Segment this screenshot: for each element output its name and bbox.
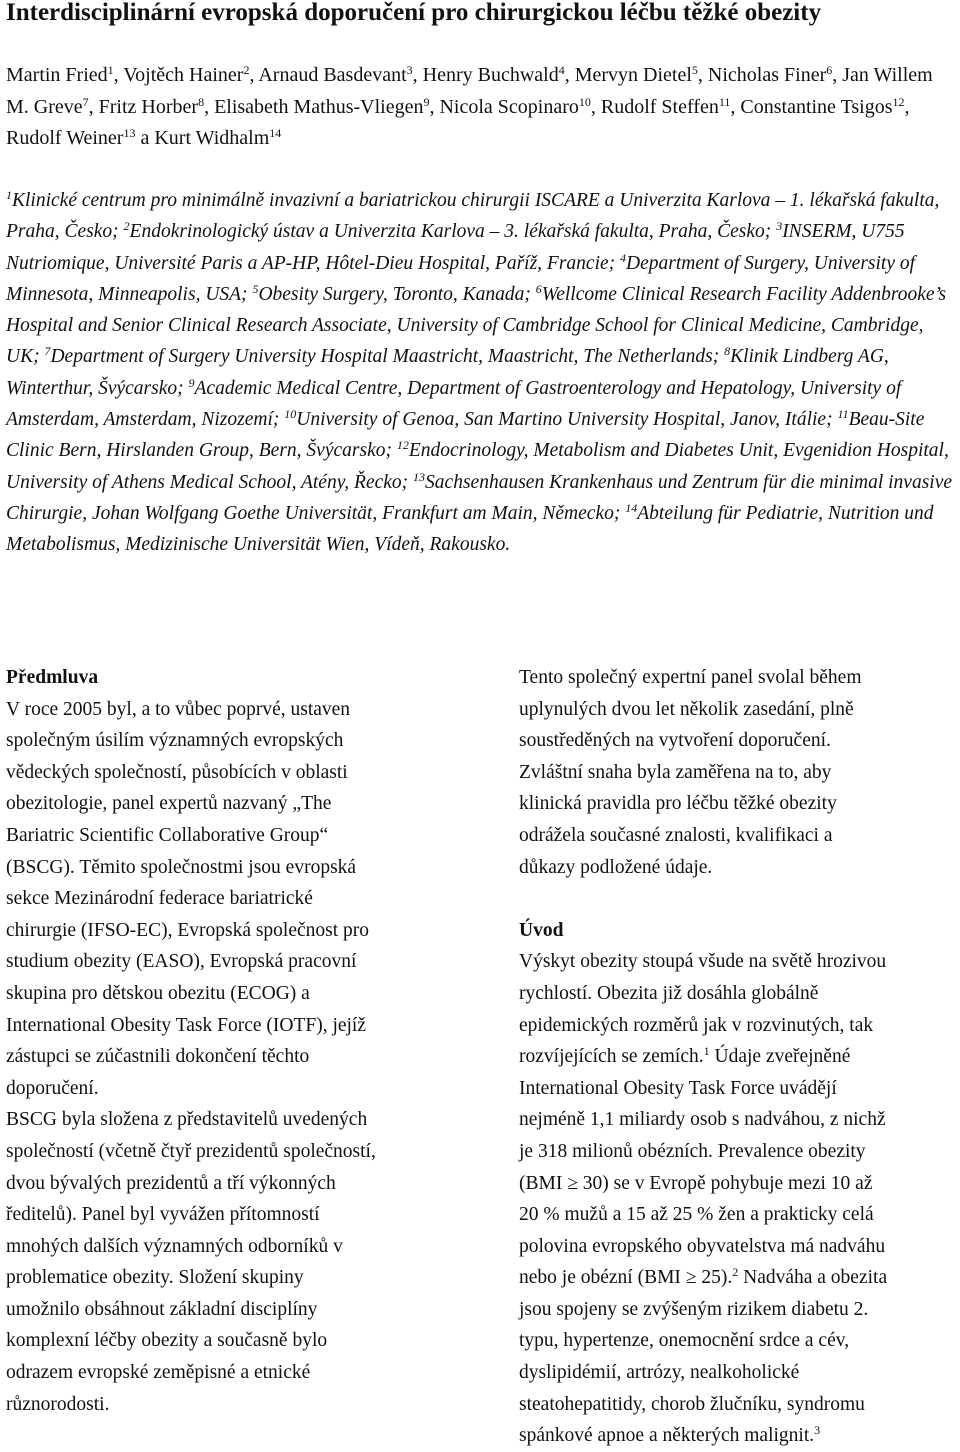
author-separator: a xyxy=(135,127,155,149)
line-text: rychlostí. Obezita již dosáhla globálně xyxy=(519,982,819,1004)
section-heading-predmluva: Předmluva xyxy=(6,667,99,688)
author-name: Martin Fried xyxy=(6,64,108,86)
author-name: Jan Willem M. Greve xyxy=(6,64,933,118)
line-text: spánkové apnoe a některých malignit. xyxy=(519,1425,815,1447)
author-separator: , xyxy=(832,64,843,86)
author-name: Constantine Tsigos xyxy=(740,95,893,118)
body-text-line: International Obesity Task Force (IOTF), jejíž xyxy=(6,1014,367,1036)
paragraph-gap xyxy=(519,883,959,915)
body-text-line: problematice obezity. Složení skupiny xyxy=(6,1267,304,1289)
author-separator: , xyxy=(730,95,741,118)
author-name: Nicholas Finer xyxy=(707,64,827,86)
affiliation-text: Endokrinologický ústav a Univerzita Karlova – 3. lékařská fakulta, Praha, Česko; xyxy=(129,221,777,243)
citation-marker: 1 xyxy=(703,1044,710,1059)
affiliation-text: Sachsenhausen Krankenhaus und Zentrum für die minimal invasive Chirurgie, Johan Wolfgang Goethe Universität, Frankfurt am Main, Německo; xyxy=(6,471,953,524)
author-list xyxy=(6,60,956,155)
body-text-line: mnohých dalších významných odborníků v xyxy=(6,1235,343,1257)
author-affiliation-marker: 7 xyxy=(82,94,89,109)
body-text-line: studium obezity (EASO), Evropská pracovní xyxy=(6,951,357,973)
author-separator: , xyxy=(904,95,910,118)
author-name: Fritz Horber xyxy=(98,95,199,118)
affiliation-marker: 13 xyxy=(413,469,426,484)
affiliation-text: Klinik Lindberg AG, Winterthur, Švýcarsko; xyxy=(6,346,889,399)
author-separator: , xyxy=(88,95,99,118)
author-affiliation-marker: 6 xyxy=(826,63,833,77)
body-text-line xyxy=(519,1389,959,1421)
author-separator: , xyxy=(204,95,215,118)
body-text-line xyxy=(519,1041,959,1073)
right-column xyxy=(519,662,959,1452)
body-text-line: umožnilo obsáhnout základní disciplíny xyxy=(6,1298,318,1320)
line-text: Výskyt obezity stoupá všude na světě hrozivou xyxy=(519,951,887,973)
author-separator: , xyxy=(564,64,575,86)
author-affiliation-marker: 14 xyxy=(269,126,282,140)
body-text-line xyxy=(519,1136,959,1168)
author-name: Nicola Scopinaro xyxy=(439,95,579,118)
body-text-line xyxy=(519,1325,959,1357)
author-separator: , xyxy=(697,64,708,86)
author-affiliation-marker: 3 xyxy=(406,63,413,77)
author-affiliation-marker: 12 xyxy=(892,94,905,109)
author-separator: , xyxy=(113,64,124,86)
affiliation-text: Beau-Site Clinic Bern, Hirslanden Group, Bern, Švýcarsko; xyxy=(6,409,925,462)
citation-marker: 3 xyxy=(814,1423,821,1438)
line-text: nejméně 1,1 miliardy osob s nadváhou, z nichž xyxy=(519,1109,886,1131)
body-text-line xyxy=(519,946,959,978)
body-text-line: V roce 2005 byl, a to vůbec poprvé, ustaven xyxy=(6,698,351,720)
affiliation-text: Klinické centrum pro minimálně invazivní a bariatrickou chirurgii ISCARE a Univerzita Karlova – 1. lékařská fakulta, Praha, Česko; xyxy=(6,190,940,243)
affiliation-marker: 2 xyxy=(123,219,130,234)
left-column xyxy=(6,662,476,1420)
body-text-line: komplexní léčby obezity a současně bylo xyxy=(6,1330,328,1352)
body-text-line: dvou bývalých prezidentů a tří výkonných xyxy=(6,1172,336,1194)
body-text-line: odrazem evropské zeměpisné a etnické xyxy=(6,1362,311,1384)
body-text-line xyxy=(519,1199,959,1231)
body-text-line: společným úsilím významných evropských xyxy=(6,730,344,752)
author-affiliation-marker: 2 xyxy=(243,63,250,77)
author-separator: , xyxy=(429,95,440,118)
body-text-line: klinická pravidla pro léčbu těžké obezity xyxy=(519,793,837,815)
author-separator: , xyxy=(590,95,601,118)
author-affiliation-marker: 11 xyxy=(718,94,731,109)
line-text: dyslipidémií, artrózy, nealkoholické xyxy=(519,1362,800,1384)
affiliation-marker: 11 xyxy=(837,407,849,422)
affiliation-text: Abteilung für Pediatrie, Nutrition und Metabolismus, Medizinische Universität Wien, Vídeň, Rakousko. xyxy=(6,502,934,556)
author-name: Kurt Widhalm xyxy=(154,127,270,149)
affiliation-marker: 6 xyxy=(535,281,542,296)
line-text: steatohepatitidy, chorob žlučníku, syndromu xyxy=(519,1393,865,1415)
line-text: polovina evropského obyvatelstva má nadváhu xyxy=(519,1235,886,1257)
line-text: rozvíjejících se zemích. xyxy=(519,1046,704,1068)
body-text-line: sekce Mezinárodní federace bariatrické xyxy=(6,888,313,910)
author-separator: , xyxy=(412,64,423,86)
author-affiliation-marker: 5 xyxy=(691,63,698,77)
affiliation-text: Academic Medical Centre, Department of Gastroenterology and Hepatology, University of Amsterdam, Amsterdam, Nizozemí; xyxy=(6,377,902,431)
citation-marker: 2 xyxy=(732,1265,739,1280)
body-text-line: zástupci se zúčastnili dokončení těchto xyxy=(6,1046,310,1068)
affiliation-text: Endocrinology, Metabolism and Diabetes Unit, Evgenidion Hospital, University of Athens Medical School, Atény, Řecko; xyxy=(6,440,949,493)
body-text-line xyxy=(519,1104,959,1136)
body-text-line xyxy=(519,1420,959,1452)
body-text-line xyxy=(519,1010,959,1042)
body-text-line xyxy=(519,978,959,1010)
affiliation-text: Obesity Surgery, Toronto, Kanada; xyxy=(258,283,536,305)
author-affiliation-marker: 10 xyxy=(578,94,591,109)
body-text-line: skupina pro dětskou obezitu (ECOG) a xyxy=(6,982,310,1004)
author-name: Arnaud Basdevant xyxy=(258,64,407,86)
author-name: Mervyn Dietel xyxy=(574,64,692,86)
body-text-line xyxy=(519,1294,959,1326)
body-text-line xyxy=(519,1231,959,1263)
body-text-line: ředitelů). Panel byl vyvážen přítomností xyxy=(6,1204,320,1226)
affiliation-marker: 12 xyxy=(396,438,409,453)
author-affiliation-marker: 9 xyxy=(423,94,430,109)
body-text-line: BSCG byla složena z představitelů uvedených xyxy=(6,1109,368,1131)
author-affiliation-marker: 4 xyxy=(558,63,565,77)
line-text: Údaje zveřejněné xyxy=(709,1046,851,1068)
body-text-line: různorodosti. xyxy=(6,1393,110,1415)
affiliation-marker: 7 xyxy=(44,344,51,359)
line-text: Nadváha a obezita xyxy=(738,1267,888,1289)
body-text-line xyxy=(519,1357,959,1389)
affiliation-text: Wellcome Clinical Research Facility Addenbrooke’s Hospital and Senior Clinical Research Associate, University of Cambridge School for Clinical Medicine, Cambridge, UK; xyxy=(6,283,947,368)
body-text-line: (BSCG). Těmito společnostmi jsou evropská xyxy=(6,856,357,878)
affiliation-marker: 4 xyxy=(620,250,627,265)
author-name: Elisabeth Mathus-Vliegen xyxy=(214,95,424,118)
affiliation-text: Department of Surgery, University of Minnesota, Minneapolis, USA; xyxy=(6,252,916,305)
affiliation-list xyxy=(6,185,956,561)
line-text: 20 % mužů a 15 až 25 % žen a prakticky celá xyxy=(519,1204,874,1226)
author-name: Henry Buchwald xyxy=(422,64,559,86)
body-text-line: společností (včetně čtyř prezidentů společností, xyxy=(6,1140,376,1162)
affiliation-marker: 1 xyxy=(6,188,12,202)
affiliation-text: INSERM, U755 Nutriomique, Université Paris a AP-HP, Hôtel-Dieu Hospital, Paříž, Francie; xyxy=(6,221,905,274)
line-text: nebo je obézní (BMI ≥ 25). xyxy=(519,1267,733,1289)
body-text-line: uplynulých dvou let několik zasedání, plně xyxy=(519,698,854,720)
body-text-line: Tento společný expertní panel svolal během xyxy=(519,667,862,688)
line-text: jsou spojeny se zvýšeným rizikem diabetu 2. xyxy=(519,1298,869,1320)
body-text-line xyxy=(519,1262,959,1294)
body-text-line: Bariatric Scientific Collaborative Group“ xyxy=(6,824,329,846)
affiliation-marker: 3 xyxy=(776,219,783,234)
body-text-line: odrážela současné znalosti, kvalifikaci a xyxy=(519,824,833,846)
body-text-line xyxy=(519,1073,959,1105)
author-affiliation-marker: 8 xyxy=(198,94,205,109)
affiliation-marker: 14 xyxy=(625,500,638,515)
section-heading-uvod: Úvod xyxy=(519,919,564,941)
body-text-line: doporučení. xyxy=(6,1077,99,1099)
line-text: typu, hypertenze, onemocnění srdce a cév, xyxy=(519,1330,850,1352)
author-name: Vojtěch Hainer xyxy=(123,64,244,86)
line-text: International Obesity Task Force uvádějí xyxy=(519,1077,837,1099)
affiliation-marker: 10 xyxy=(284,407,297,422)
author-name: Rudolf Steffen xyxy=(600,95,719,118)
body-text-line: obezitologie, panel expertů nazvaný „The xyxy=(6,793,332,815)
line-text: epidemických rozměrů jak v rozvinutých, tak xyxy=(519,1014,874,1036)
affiliation-marker: 5 xyxy=(252,281,259,296)
body-text-line: vědeckých společností, působících v oblasti xyxy=(6,761,348,783)
body-text-line xyxy=(519,1168,959,1200)
affiliation-text: University of Genoa, San Martino University Hospital, Janov, Itálie; xyxy=(296,409,838,431)
author-affiliation-marker: 13 xyxy=(123,126,136,140)
body-text-line: důkazy podložené údaje. xyxy=(519,856,713,878)
author-affiliation-marker: 1 xyxy=(107,63,114,77)
line-text: je 318 milionů obézních. Prevalence obezity xyxy=(519,1140,866,1162)
body-text-line: Zvláštní snaha byla zaměřena na to, aby xyxy=(519,761,832,783)
body-text-line: soustředěných na vytvoření doporučení. xyxy=(519,730,831,752)
author-name: Rudolf Weiner xyxy=(6,127,124,149)
line-text: (BMI ≥ 30) se v Evropě pohybuje mezi 10 až xyxy=(519,1172,873,1194)
affiliation-marker: 9 xyxy=(188,375,195,390)
affiliation-text: Department of Surgery University Hospital Maastricht, Maastricht, The Netherlands; xyxy=(50,346,725,368)
affiliation-marker: 8 xyxy=(724,344,731,359)
paper-title: Interdisciplinární evropská doporučení pro chirurgickou léčbu těžké obezity xyxy=(6,0,822,26)
body-text-line: chirurgie (IFSO-EC), Evropská společnost pro xyxy=(6,919,370,941)
author-separator: , xyxy=(249,64,259,86)
